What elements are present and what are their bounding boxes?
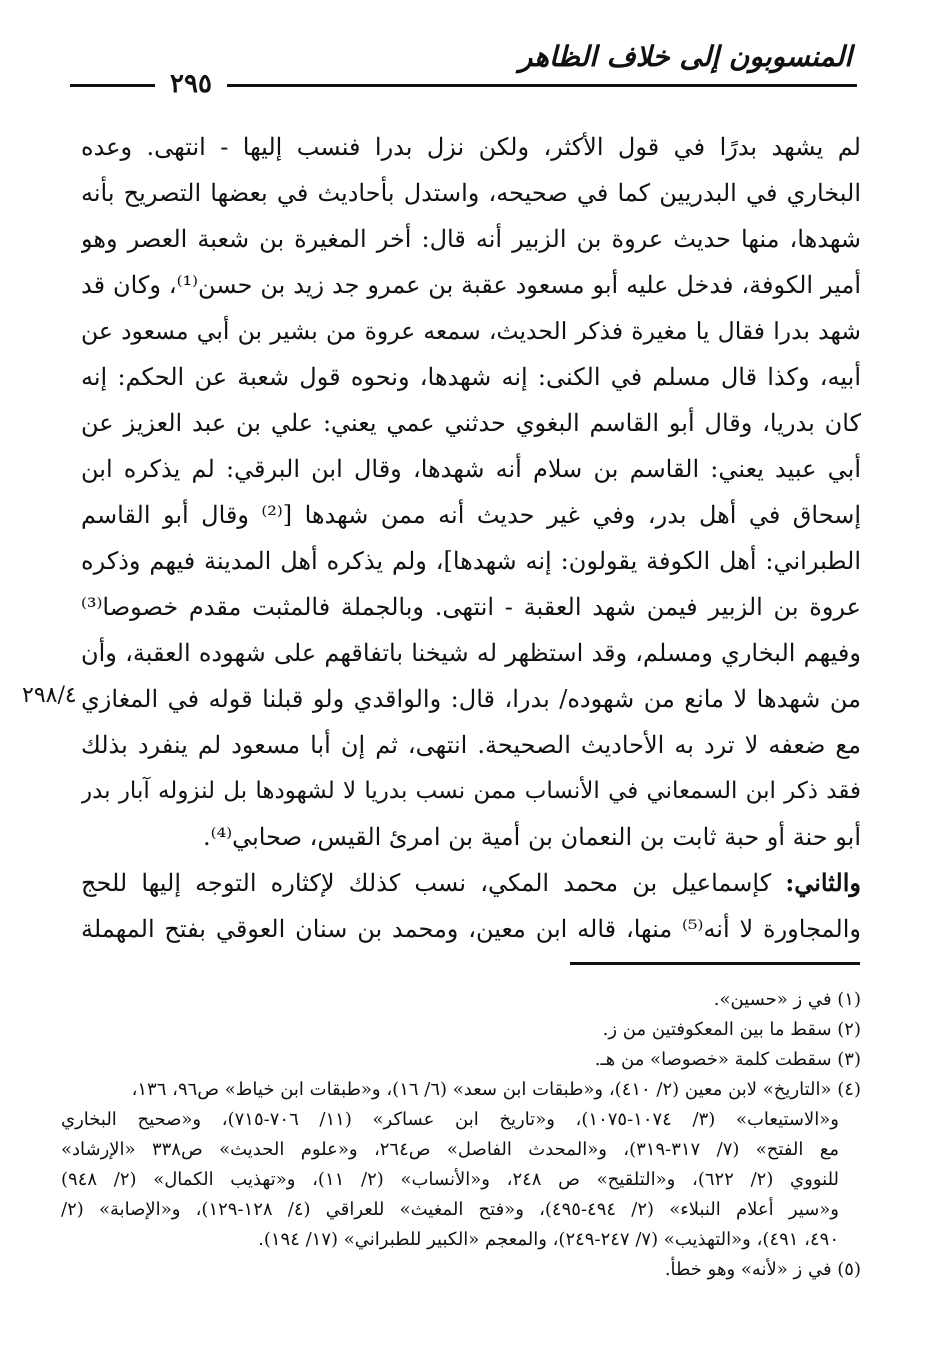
footnote-4-continued: و«سير أعلام النبلاء» (٢/ ٤٩٤-٤٩٥)، و«فتح المغيث» للعراقي (٤/ ١٢٨-١٢٩)، و«الإصابة» (٢/ xyxy=(61,1199,839,1220)
text-line: شهد بدرا فقال يا مغيرة فذكر الحديث، سمعه عروة من بشير بن أبي مسعود عن xyxy=(81,317,861,345)
text-line: الطبراني: أهل الكوفة يقولون: إنه شهدها]، ولم يذكره أهل المدينة فيهم وذكره xyxy=(81,547,861,575)
text-line: وفيهم البخاري ومسلم، وقد استظهر له شيخنا باتفاقهم على شهوده العقبة، وأن xyxy=(81,639,861,667)
footnote-4-continued: مع الفتح» (٧/ ٣١٧-٣١٩)، و«المحدث الفاصل» ص٢٦٤، و«علوم الحديث» ص٣٣٨ «الإرشاد» xyxy=(61,1139,840,1160)
text-line: عروة بن الزبير فيمن شهد العقبة - انتهى. وبالجملة فالمثبت مقدم خصوصا⁽³⁾ xyxy=(81,593,861,621)
paragraph-lead: والثاني: xyxy=(785,868,861,897)
footnote-3: (٣) سقطت كلمة «خصوصا» من هـ. xyxy=(594,1049,861,1070)
text-line: البخاري في البدريين كما في صحيحه، واستدل بأحاديث في بعضها التصريح بأنه xyxy=(81,179,861,207)
text-line: فقد ذكر ابن السمعاني في الأنساب ممن نسب بدريا لا لشهودها بل لنزوله آبار بدر xyxy=(81,778,861,804)
text-line: أبيه، وكذا قال مسلم في الكنى: إنه شهدها، ونحوه قول شعبة عن الحكم: إنه xyxy=(81,363,861,391)
text-line: إسحاق في أهل بدر، وفي غير حديث أنه ممن شهدها [⁽²⁾ وقال أبو القاسم xyxy=(81,501,861,529)
paragraph-two-text: كإسماعيل بن محمد المكي، نسب كذلك لإكثاره التوجه إليها للحج xyxy=(81,869,786,897)
text-line: من شهدها لا مانع من شهوده/ بدرا، قال: والواقدي ولو قبلنا قوله في المغازي xyxy=(81,685,861,713)
footnote-4-continued: و«الاستيعاب» (٣/ ١٠٧٤-١٠٧٥)، و«تاريخ ابن عساكر» (١١/ ٧٠٦-٧١٥)، و«صحيح البخاري xyxy=(61,1109,839,1130)
footnote-4: (٤) «التاريخ» لابن معين (٢/ ٤١٠)، و«طبقات ابن سعد» (٦/ ١٦)، و«طبقات ابن خياط» ص٩٦، ١٣٦، xyxy=(131,1079,861,1100)
text-line: والمجاورة لا أنه⁽⁵⁾ منها، قاله ابن معين، ومحمد بن سنان العوقي بفتح المهملة xyxy=(81,915,861,943)
footnote-separator xyxy=(570,962,860,965)
footnote-4-continued: ٤٩٠، ٤٩١)، و«التهذيب» (٧/ ٢٤٧-٢٤٩)، والمعجم «الكبير للطبراني» (١٧/ ١٩٤). xyxy=(258,1229,839,1250)
running-title: المنسوبون إلى خلاف الظاهر xyxy=(518,40,852,73)
text-line: أبي عبيد يعني: القاسم بن سلام أنه شهدها، وقال ابن البرقي: لم يذكره ابن xyxy=(81,455,861,483)
text-line: لم يشهد بدرًا في قول الأكثر، ولكن نزل بدرا فنسب إليها - انتهى. وعده xyxy=(81,133,861,161)
footnote-1: (١) في ز «حسين». xyxy=(713,989,861,1010)
text-line: شهدها، منها حديث عروة بن الزبير أنه قال: أخر المغيرة بن شعبة العصر وهو xyxy=(81,225,861,253)
footnote-5: (٥) في ز «لأنه» وهو خطأ. xyxy=(664,1259,861,1280)
page-number: ٢٩٥ xyxy=(155,66,227,102)
text-line: مع ضعفه لا ترد به الأحاديث الصحيحة. انتهى، ثم إن أبا مسعود لم ينفرد بذلك xyxy=(81,731,861,759)
main-text xyxy=(81,124,861,952)
footnote-4-continued: للنووي (٢/ ٦٢٢)، و«التلقيح» ص ٢٤٨، و«الأنساب» (٢/ ١١)، و«تهذيب الكمال» (٢/ ٩٤٨) xyxy=(61,1169,840,1190)
paragraph-two-line xyxy=(81,860,861,906)
margin-page-reference: ٢٩٨/٤ xyxy=(22,683,77,708)
text-line: أبو حنة أو حبة ثابت بن النعمان بن أمية بن امرئ القيس، صحابي⁽⁴⁾. xyxy=(203,823,861,851)
text-line: كان بدريا، وقال أبو القاسم البغوي حدثني عمي يعني: علي بن عبد العزيز عن xyxy=(81,409,861,437)
text-line: أمير الكوفة، فدخل عليه أبو مسعود عقبة بن عمرو جد زيد بن حسن⁽¹⁾، وكان قد xyxy=(81,271,861,299)
footnote-2: (٢) سقط ما بين المعكوفتين من ز. xyxy=(602,1019,861,1040)
footnotes xyxy=(61,985,861,1285)
